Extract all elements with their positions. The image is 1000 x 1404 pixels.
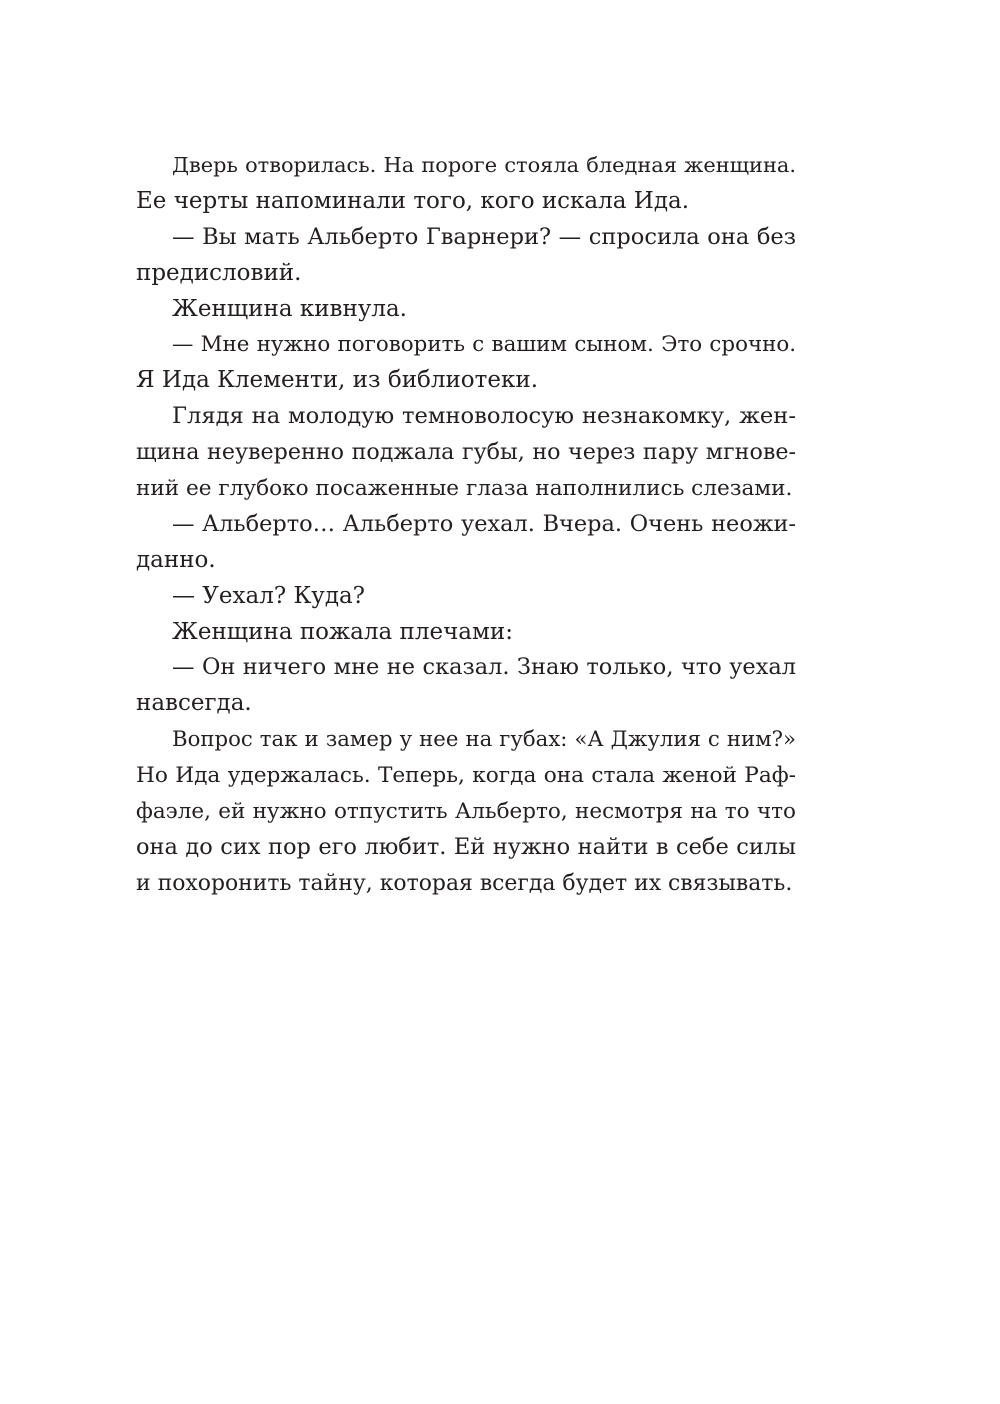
text-line: данно. [136,546,216,573]
text-line: Я Ида Клементи, из библиотеки. [136,367,539,394]
text-line: — Уехал? Куда? [172,582,366,609]
text-line: Дверь отворилась. На пороге стояла бледная женщина. [172,153,796,177]
text-line: и похоронить тайну, которая всегда будет их связывать. [136,870,793,896]
body-text [136,148,796,902]
text-line: Но Ида удержалась. Теперь, когда она стала женой Раф- [136,763,796,789]
text-line: — Он ничего мне не сказал. Знаю только, что уехал [172,654,796,681]
text-line: предисловий. [136,259,302,286]
text-line: Глядя на молодую темноволосую незнакомку, жен- [172,403,796,430]
text-line: Вопрос так и замер у нее на губах: «А Джулия с ним?» [172,727,796,753]
text-line: Женщина пожала плечами: [172,618,513,645]
text-line: фаэле, ей нужно отпустить Альберто, несмотря на то что [136,799,796,825]
text-line: ний ее глубоко посаженные глаза наполнились слезами. [136,476,793,502]
text-line: Ее черты напоминали того, кого искала Ида. [136,187,690,214]
text-line: она до сих пор его любит. Ей нужно найти в себе силы [136,833,796,860]
text-line: — Альберто… Альберто уехал. Вчера. Очень неожи- [172,510,796,537]
text-line: Женщина кивнула. [172,295,407,322]
text-line: щина неуверенно поджала губы, но через пару мгнове- [136,439,796,466]
text-line: — Мне нужно поговорить с вашим сыном. Это срочно. [172,332,796,358]
text-line: навсегда. [136,690,252,717]
text-line: — Вы мать Альберто Гварнери? — спросила она без [172,223,796,250]
